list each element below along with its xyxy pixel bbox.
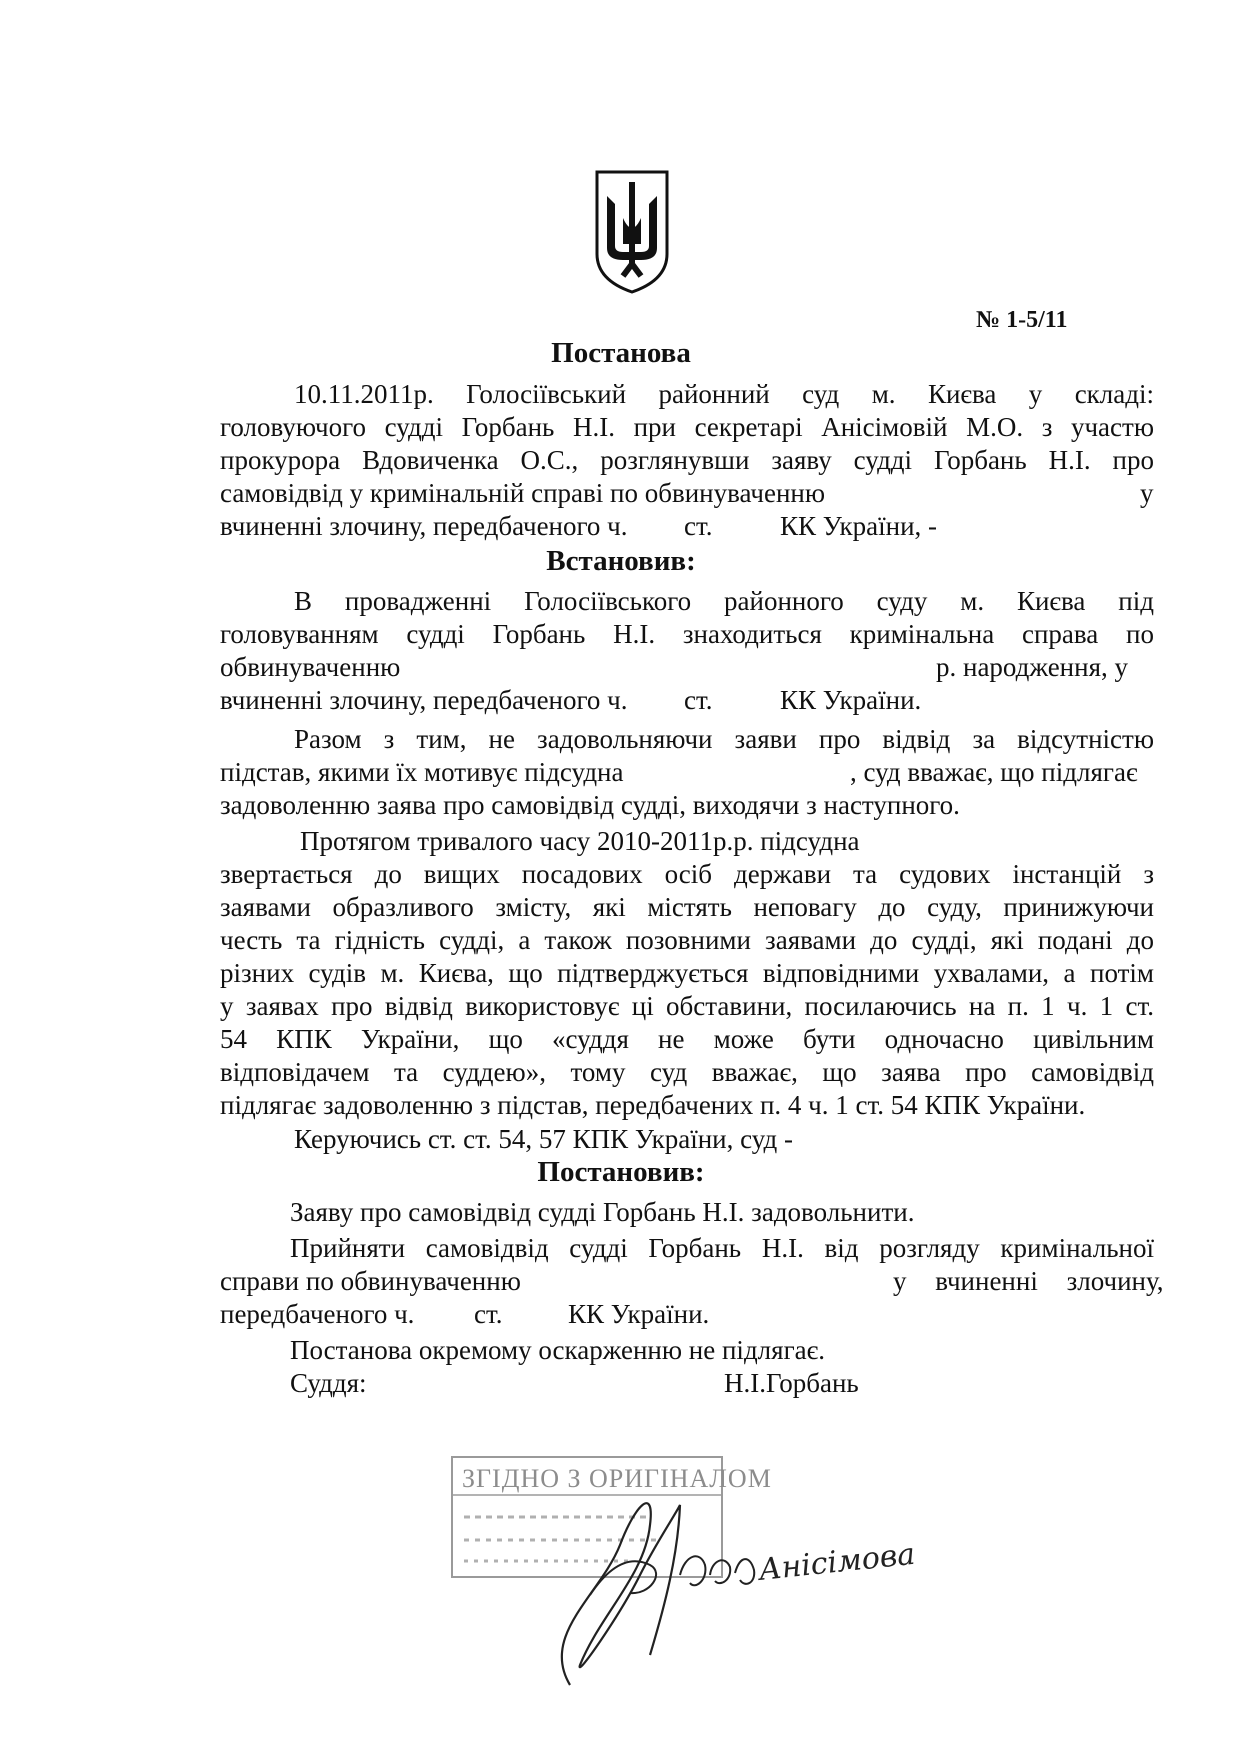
- intro-line-5: вчиненні злочину, передбаченого ч.: [220, 511, 628, 541]
- decided-line-1: Заяву про самовідвід судді Горбань Н.І. задовольнити.: [290, 1197, 915, 1227]
- decided-line-4-article: ст.: [474, 1299, 503, 1329]
- judge-name: Н.І.Горбань: [724, 1368, 859, 1398]
- established-line-15: відповідачем та суддею», тому суд вважає, що заява про самовідвід: [220, 1057, 1154, 1087]
- established-line-14: 54 КПК України, що «суддя не може бути одночасно цивільним: [220, 1024, 1154, 1054]
- established-line-8: Протягом тривалого часу 2010-2011р.р. підсудна: [300, 826, 860, 856]
- established-line-3-end: р. народження, у: [936, 652, 1128, 682]
- established-line-4-end: КК України.: [780, 685, 922, 715]
- decided-line-2: Прийняти самовідвід судді Горбань Н.І. від розгляду кримінальної: [290, 1233, 1154, 1263]
- established-line-10: заявами образливого змісту, які містять неповагу до суду, принижуючи: [220, 892, 1154, 922]
- decided-line-5: Постанова окремому оскарженню не підлягає.: [290, 1335, 825, 1365]
- intro-line-4-end: у: [1140, 478, 1154, 508]
- section-decided: Постановив:: [537, 1156, 705, 1188]
- intro-line-2: головуючого судді Горбань Н.І. при секретарі Анісімовій М.О. з участю: [220, 412, 1154, 442]
- established-line-4-article: ст.: [684, 685, 713, 715]
- established-line-16: підлягає задоволенню з підстав, передбачених п. 4 ч. 1 ст. 54 КПК України.: [220, 1090, 1086, 1120]
- decided-line-3-end: у вчиненні злочину,: [893, 1266, 1164, 1296]
- decided-line-4-end: КК України.: [568, 1299, 710, 1329]
- intro-line-5-end: КК України, -: [780, 511, 938, 541]
- established-line-7: задоволенню заява про самовідвід судді, виходячи з наступного.: [220, 790, 960, 820]
- intro-line-1: 10.11.2011р. Голосіївський районний суд м. Києва у складі:: [294, 379, 1154, 409]
- decided-line-4: передбаченого ч.: [220, 1299, 415, 1329]
- established-line-17: Керуючись ст. ст. 54, 57 КПК України, суд -: [294, 1124, 793, 1154]
- established-line-3: обвинуваченню: [220, 652, 401, 682]
- established-line-11: честь та гідність судді, а також позовними заявами до судді, які подані до: [220, 925, 1154, 955]
- intro-line-4: самовідвід у кримінальній справі по обвинуваченню: [220, 478, 826, 508]
- established-line-6: підстав, якими їх мотивує підсудна: [220, 757, 624, 787]
- stamp-text: ЗГІДНО З ОРИГІНАЛОМ: [462, 1464, 772, 1493]
- certification-stamp: [450, 1455, 940, 1705]
- section-established: Встановив:: [546, 545, 696, 577]
- established-line-4: вчиненні злочину, передбаченого ч.: [220, 685, 628, 715]
- decided-line-3: справи по обвинуваченню: [220, 1266, 521, 1296]
- case-number: № 1-5/11: [976, 307, 1068, 333]
- signature-label: Суддя:: [290, 1368, 367, 1398]
- established-line-9: звертається до вищих посадових осіб держави та судових інстанцій з: [220, 859, 1154, 889]
- established-line-2: головуванням судді Горбань Н.І. знаходиться кримінальна справа по: [220, 619, 1154, 649]
- established-line-5: Разом з тим, не задовольняючи заяви про відвід за відсутністю: [294, 724, 1154, 754]
- established-line-13: у заявах про відвід використовує ці обставини, посилаючись на п. 1 ч. 1 ст.: [220, 991, 1154, 1021]
- document-title: Постанова: [551, 337, 691, 369]
- established-line-12: різних судів м. Києва, що підтверджується відповідними ухвалами, а потім: [220, 958, 1154, 988]
- intro-line-5-article: ст.: [684, 511, 713, 541]
- established-line-6-end: , суд вважає, що підлягає: [850, 757, 1138, 787]
- established-line-1: В провадженні Голосіївського районного суду м. Києва під: [294, 586, 1154, 616]
- handwritten-signature-text: Анісімова: [757, 1536, 917, 1588]
- intro-line-3: прокурора Вдовиченка О.С., розглянувши заяву судді Горбань Н.І. про: [220, 445, 1154, 475]
- trident-coat-of-arms-icon: [593, 168, 671, 296]
